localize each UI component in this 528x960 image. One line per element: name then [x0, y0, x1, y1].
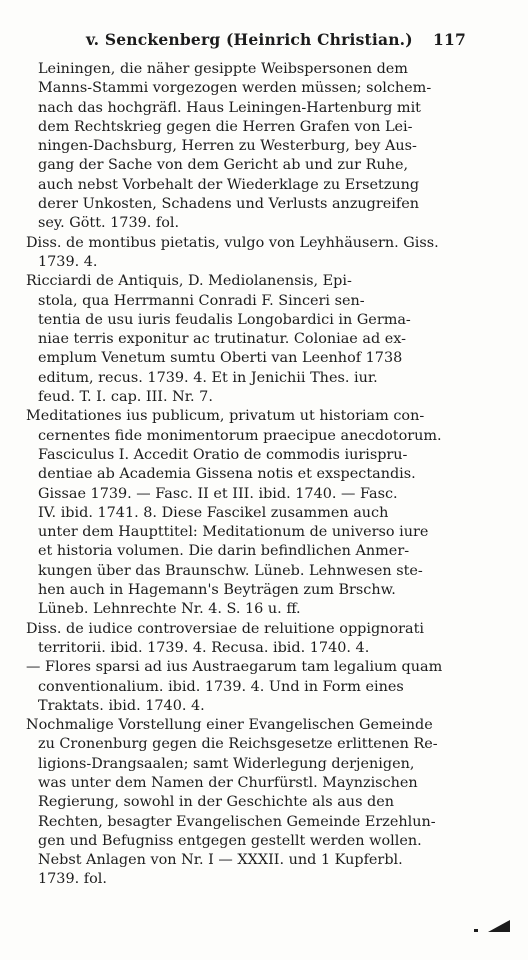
printer-mark: [488, 920, 510, 932]
text-line: 1739. 4.: [38, 253, 98, 270]
text-line: Fasciculus I. Accedit Oratio de commodis iurispru-: [38, 446, 408, 463]
text-line: niae terris exponitur ac trutinatur. Coloniae ad ex-: [38, 331, 407, 348]
text-line: auch nebst Vorbehalt der Wiederklage zu Ersetzung: [38, 176, 420, 193]
text-line: gen und Befugniss entgegen gestellt werden wollen.: [38, 832, 422, 849]
text-line: dem Rechtskrieg gegen die Herren Grafen von Lei-: [38, 118, 413, 135]
entry-vorstellung: [26, 716, 466, 890]
text-line: feud. T. I. cap. III. Nr. 7.: [38, 389, 213, 406]
printer-mark-dot: [474, 929, 478, 932]
text-line: Lüneb. Lehnrechte Nr. 4. S. 16 u. ff.: [38, 601, 301, 618]
text-line: conventionalium. ibid. 1739. 4. Und in Form eines: [38, 678, 404, 695]
text-line: derer Unkosten, Schadens und Verlusts anzugreifen: [38, 196, 419, 213]
text-line: Nebst Anlagen von Nr. I — XXXII. und 1 Kupferbl.: [38, 852, 403, 869]
text-line: sey. Gött. 1739. fol.: [38, 215, 180, 232]
text-line: Gissae 1739. — Fasc. II et III. ibid. 1740. — Fasc.: [38, 485, 398, 502]
text-line: was unter dem Namen der Churfürstl. Maynzischen: [38, 774, 418, 791]
text-line: Meditationes ius publicum, privatum ut historiam con-: [26, 408, 425, 425]
text-line: et historia volumen. Die darin befindlichen Anmer-: [38, 543, 410, 560]
text-line: ningen-Dachsburg, Herren zu Westerburg, bey Aus-: [38, 138, 417, 155]
page-number: 117: [433, 30, 466, 49]
page-header: [86, 30, 466, 52]
text-line: — Flores sparsi ad ius Austraegarum tam legalium quam: [26, 659, 443, 676]
running-title: v. Senckenberg (Heinrich Christian.): [86, 30, 413, 49]
body-text: [26, 60, 466, 890]
entry-ricciardi: [26, 272, 466, 407]
entry-meditationes: [26, 407, 466, 619]
text-line: hen auch in Hagemann's Beyträgen zum Brschw.: [38, 582, 396, 599]
text-line: stola, qua Herrmanni Conradi F. Sinceri sen-: [38, 292, 365, 309]
text-line: cernentes fide monimentorum praecipue anecdotorum.: [38, 427, 442, 444]
text-line: Manns-Stammi vorgezogen werden müssen; solchem-: [38, 80, 432, 97]
entry-flores: [26, 658, 466, 716]
text-line: Rechten, besagter Evangelischen Gemeinde Erzehlun-: [38, 813, 436, 830]
text-line: Leiningen, die näher gesippte Weibspersonen dem: [38, 61, 408, 77]
entry-continuation: [26, 60, 466, 234]
text-line: nach das hochgräfl. Haus Leiningen-Hartenburg mit: [38, 99, 421, 116]
text-line: Ricciardi de Antiquis, D. Mediolanensis, Epi-: [26, 273, 352, 290]
text-line: kungen über das Braunschw. Lüneb. Lehnwesen ste-: [38, 562, 423, 579]
text-line: editum, recus. 1739. 4. Et in Jenichii Thes. iur.: [38, 369, 378, 386]
text-line: zu Cronenburg gegen die Reichsgesetze erlittenen Re-: [38, 736, 438, 753]
text-line: IV. ibid. 1741. 8. Diese Fascikel zusammen auch: [38, 504, 389, 521]
text-line: emplum Venetum sumtu Oberti van Leenhof 1738: [38, 350, 403, 367]
text-line: Diss. de montibus pietatis, vulgo von Leyhhäusern. Giss.: [26, 234, 439, 251]
text-line: Traktats. ibid. 1740. 4.: [38, 697, 205, 714]
text-line: unter dem Haupttitel: Meditationum de universo iure: [38, 524, 429, 541]
entry-diss-montibus: [26, 234, 466, 273]
text-line: gang der Sache von dem Gericht ab und zur Ruhe,: [38, 157, 409, 174]
text-line: 1739. fol.: [38, 871, 107, 888]
text-line: Nochmalige Vorstellung einer Evangelischen Gemeinde: [26, 717, 433, 734]
text-line: tentia de usu iuris feudalis Longobardici in Germa-: [38, 311, 411, 328]
entry-diss-iudice: [26, 620, 466, 659]
text-line: dentiae ab Academia Gissena notis et exspectandis.: [38, 466, 416, 483]
text-line: Diss. de iudice controversiae de reluitione oppignorati: [26, 620, 424, 637]
text-line: territorii. ibid. 1739. 4. Recusa. ibid. 1740. 4.: [38, 639, 370, 656]
text-line: ligions-Drangsaalen; samt Widerlegung derjenigen,: [38, 755, 415, 772]
text-line: Regierung, sowohl in der Geschichte als aus den: [38, 794, 395, 811]
